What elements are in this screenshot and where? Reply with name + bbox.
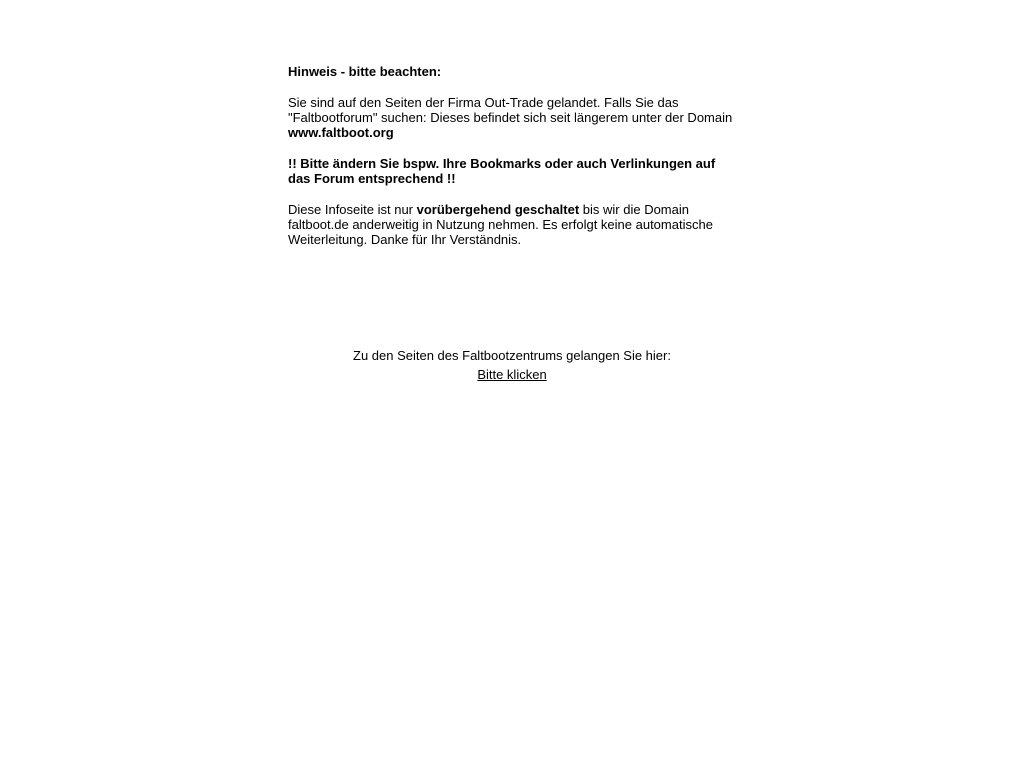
notice-paragraph-bookmarks [288, 156, 740, 186]
bookmark-warning: !! Bitte ändern Sie bspw. Ihre Bookmarks oder auch Verlinkungen auf das Forum entsprechend !! [288, 156, 716, 186]
notice-content [288, 64, 740, 263]
temporary-info-end: bis wir die Domain faltboot.de anderweitig in Nutzung nehmen. Es erfolgt keine automatische Weiterleitung. Danke für Ihr Verständnis. [288, 202, 713, 247]
notice-paragraph-forum [288, 95, 740, 140]
footer-text: Zu den Seiten des Faltbootzentrums gelangen Sie hier: [353, 348, 671, 363]
notice-heading [288, 64, 740, 79]
forum-domain: www.faltboot.org [288, 125, 394, 140]
bitte-klicken-link[interactable]: Bitte klicken [477, 367, 547, 382]
footer [0, 348, 1024, 382]
footer-link-row [0, 367, 1024, 382]
forum-info-text: Sie sind auf den Seiten der Firma Out-Trade gelandet. Falls Sie das "Faltbootforum" suchen: Dieses befindet sich seit längerem unter der Domain [288, 95, 733, 125]
temporary-info-start: Diese Infoseite ist nur [288, 202, 417, 217]
notice-heading-text: Hinweis - bitte beachten: [288, 64, 442, 79]
notice-paragraph-temporary [288, 202, 740, 247]
temporary-info-emphasis: vorübergehend geschaltet [416, 202, 580, 217]
